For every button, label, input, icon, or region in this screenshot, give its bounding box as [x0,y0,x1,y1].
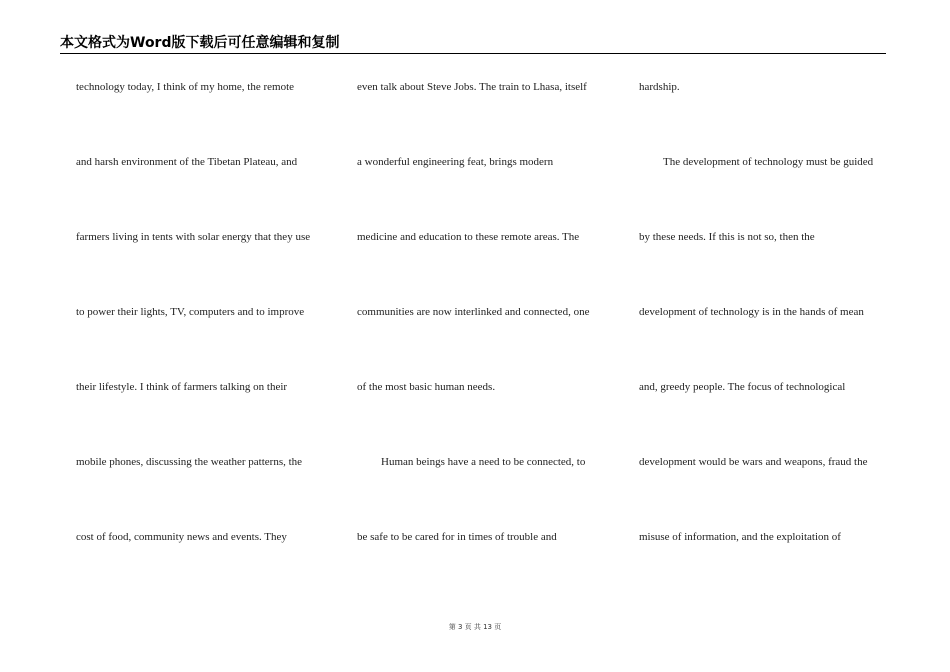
text-line: hardship. [639,81,680,93]
text-line: be safe to be cared for in times of trouble and [357,531,557,543]
text-line: farmers living in tents with solar energy that they use [76,231,311,243]
page-footer [0,622,950,632]
text-line: technology today, I think of my home, the remote [76,81,295,93]
text-line: by these needs. If this is not so, then the [639,231,815,243]
text-line: even talk about Steve Jobs. The train to Lhasa, itself [357,81,587,93]
text-line: Human beings have a need to be connected, to [381,456,586,468]
text-line: development would be wars and weapons, fraud the [639,456,868,468]
text-line: cost of food, community news and events. They [76,531,287,543]
text-line: and, greedy people. The focus of technological [639,381,846,393]
page-header [60,34,886,54]
text-line: misuse of information, and the exploitation of [639,531,841,543]
text-line: The development of technology must be guided [663,156,874,168]
text-line: and harsh environment of the Tibetan Plateau, and [76,156,298,168]
header-title: 本文格式为Word版下载后可任意编辑和复制 [60,35,340,51]
header-divider [60,53,886,54]
text-line: a wonderful engineering feat, brings modern [357,156,554,168]
page-number: 第 3 页 共 13 页 [448,623,502,631]
text-line: communities are now interlinked and connected, one [357,306,590,318]
text-line: medicine and education to these remote areas. The [357,231,580,243]
text-line: of the most basic human needs. [357,381,496,393]
text-line: their lifestyle. I think of farmers talking on their [76,381,288,393]
text-line: mobile phones, discussing the weather patterns, the [76,456,303,468]
text-line: to power their lights, TV, computers and to improve [76,306,305,318]
text-line: development of technology is in the hands of mean [639,306,864,318]
